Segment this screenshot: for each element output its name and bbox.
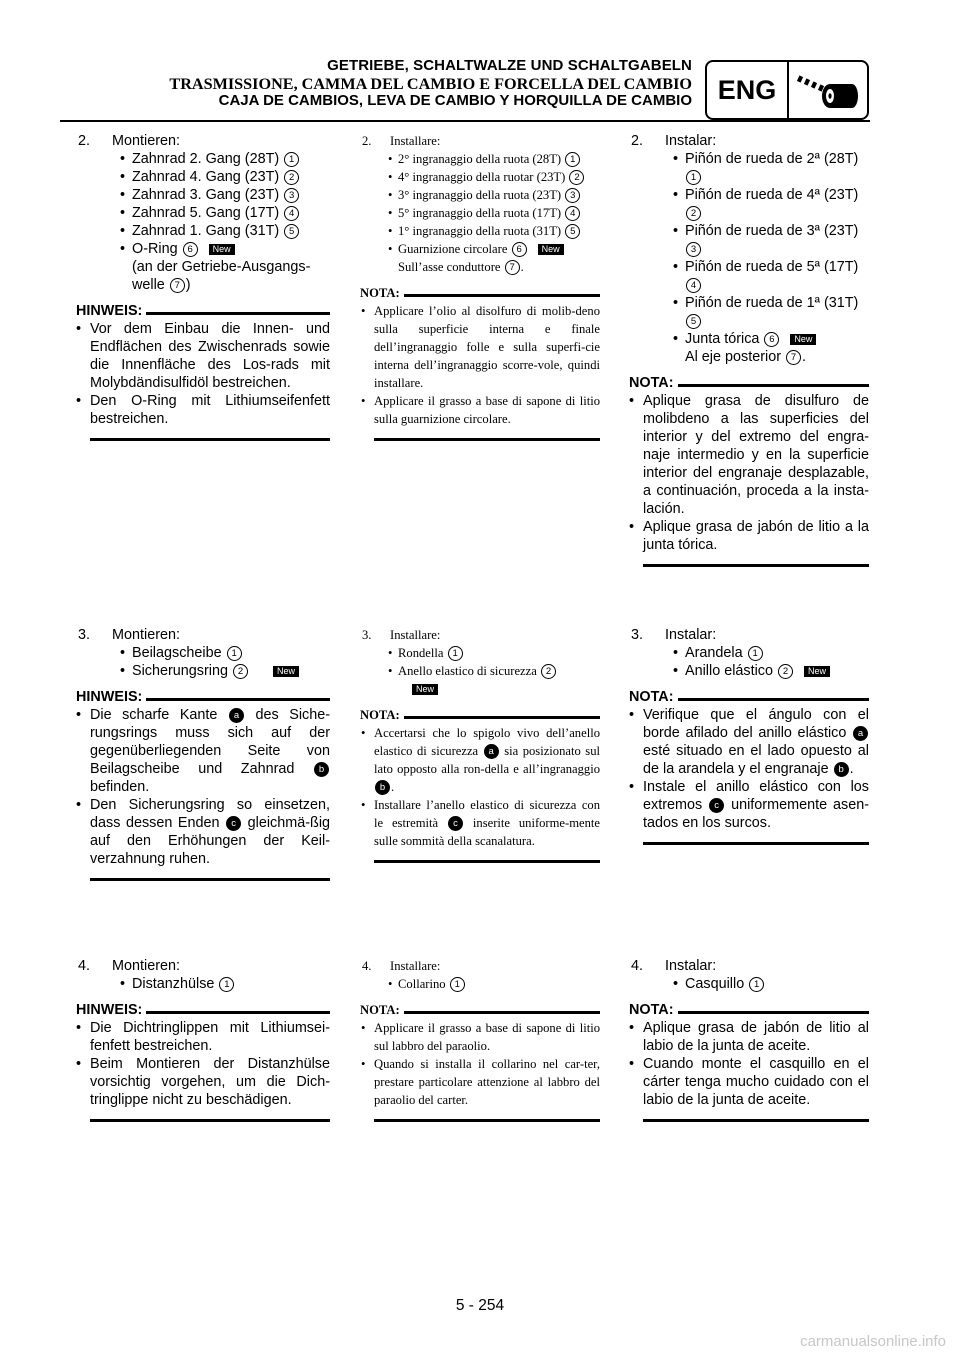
step-number: 2. — [78, 133, 91, 149]
list-item: • Collarino 1 — [360, 975, 600, 993]
new-badge: New — [804, 666, 830, 677]
ref-marker: c — [448, 816, 463, 831]
step-title: Montieren: — [112, 627, 180, 643]
note-heading: HINWEIS: — [76, 1001, 330, 1019]
ref-marker: 3 — [686, 242, 701, 257]
note-item: • Quando si installa il collarino nel car-ter, prestare particolare attenzione al labbro del paraolio del carter. — [360, 1055, 600, 1109]
it-step-3 — [360, 626, 600, 863]
de-step-4 — [76, 957, 330, 1122]
ref-marker: 6 — [512, 242, 527, 257]
it-step-4 — [360, 957, 600, 1122]
step-number: 4. — [78, 958, 91, 974]
list-item: • Piñón de rueda de 3ª (23T) 3 — [629, 222, 869, 258]
list-continuation: (an der Getriebe-Ausgangs- — [132, 259, 311, 275]
ref-marker: 7 — [786, 350, 801, 365]
new-badge: New — [412, 684, 438, 695]
parts-list — [360, 644, 600, 680]
list-item: • Piñón de rueda de 1ª (31T) 5 — [629, 294, 869, 330]
note-list — [629, 392, 869, 554]
note-item: • Instale el anillo elástico con los extremos c uniformemente asen-tados en los surcos. — [629, 778, 869, 832]
note-end-rule — [374, 860, 600, 863]
ref-marker: 5 — [284, 224, 299, 239]
step-title: Installare: — [390, 959, 441, 973]
ref-marker: 7 — [505, 260, 520, 275]
ref-marker: 6 — [764, 332, 779, 347]
de-step-3 — [76, 626, 330, 881]
ref-marker: 3 — [565, 188, 580, 203]
list-item: • Casquillo 1 — [629, 975, 869, 993]
ref-marker: 1 — [448, 646, 463, 661]
ref-marker: 3 — [284, 188, 299, 203]
ref-marker: 6 — [183, 242, 198, 257]
list-item: • Beilagscheibe 1 — [76, 644, 330, 662]
parts-list — [629, 975, 869, 993]
ref-marker: a — [484, 744, 499, 759]
parts-list — [629, 150, 869, 348]
ref-marker: 1 — [219, 977, 234, 992]
ref-marker: c — [709, 798, 724, 813]
step-number: 3. — [631, 627, 644, 643]
note-item: • Den O-Ring mit Lithiumseifenfett bestreichen. — [76, 392, 330, 428]
list-item: • Piñón de rueda de 5ª (17T) 4 — [629, 258, 869, 294]
list-item: • Anillo elástico 2 New — [629, 662, 869, 680]
note-item: • Installare l’anello elastico di sicurezza con le estremità c inserite uniforme-mente sulle sommità della scanalatura. — [360, 796, 600, 850]
list-item: • Rondella 1 — [360, 644, 600, 662]
note-list — [360, 1019, 600, 1109]
header-rule — [60, 120, 870, 122]
step-number: 3. — [362, 628, 372, 642]
ref-marker: 2 — [233, 664, 248, 679]
note-heading: NOTA: — [629, 374, 869, 392]
list-item: • Distanzhülse 1 — [76, 975, 330, 993]
note-item: • Die Dichtringlippen mit Lithiumsei-fenfett bestreichen. — [76, 1019, 330, 1055]
list-item: • Zahnrad 1. Gang (31T) 5 — [76, 222, 330, 240]
step-number: 4. — [631, 958, 644, 974]
list-continuation: Sull’asse conduttore 7 . — [398, 260, 524, 274]
note-heading: NOTA: — [629, 688, 869, 706]
ref-marker: b — [375, 780, 390, 795]
step-title: Instalar: — [665, 958, 717, 974]
note-heading: NOTA: — [629, 1001, 869, 1019]
section-badge-label: ENG — [707, 62, 789, 118]
ref-marker: 5 — [686, 314, 701, 329]
list-item: • 3° ingranaggio della ruota (23T) 3 — [360, 186, 600, 204]
note-end-rule — [374, 438, 600, 441]
ref-marker: c — [226, 816, 241, 831]
note-end-rule — [374, 1119, 600, 1122]
note-list — [360, 724, 600, 850]
list-item: • Zahnrad 4. Gang (23T) 2 — [76, 168, 330, 186]
list-item: • Zahnrad 3. Gang (23T) 3 — [76, 186, 330, 204]
note-end-rule — [90, 878, 330, 881]
note-heading: NOTA: — [360, 706, 600, 724]
step-title: Instalar: — [665, 133, 717, 149]
ref-marker: 4 — [565, 206, 580, 221]
note-item: • Applicare il grasso a base di sapone di litio sul labbro del paraolio. — [360, 1019, 600, 1055]
header-title-de: GETRIEBE, SCHALTWALZE UND SCHALTGABELN — [327, 57, 692, 74]
note-heading: NOTA: — [360, 1001, 600, 1019]
ref-marker: b — [314, 762, 329, 777]
new-badge: New — [790, 334, 816, 345]
note-item: • Cuando monte el casquillo en el cárter tenga mucho cuidado con el labio de la junta de aceite. — [629, 1055, 869, 1109]
new-badge: New — [273, 666, 299, 677]
list-item: • Anello elastico di sicurezza 2 — [360, 662, 600, 680]
ref-marker: 1 — [284, 152, 299, 167]
it-step-2 — [360, 132, 600, 441]
parts-list — [629, 644, 869, 680]
note-item: • Die scharfe Kante a des Siche-rungsrings muss sich auf der gegenüberliegenden Seite von Beilagscheibe und Zahnrad b befinden. — [76, 706, 330, 796]
list-item: • Junta tórica 6 New — [629, 330, 869, 348]
note-list — [76, 706, 330, 868]
ref-marker: 1 — [227, 646, 242, 661]
note-list — [76, 1019, 330, 1109]
note-item: • Verifique que el ángulo con el borde afilado del anillo elástico a esté situado en el lado opuesto al de la arandela y el engranaje b . — [629, 706, 869, 778]
note-end-rule — [643, 564, 869, 567]
note-list — [629, 1019, 869, 1109]
ref-marker: a — [229, 708, 244, 723]
parts-list — [360, 975, 600, 993]
step-number: 2. — [362, 134, 372, 148]
step-number: 4. — [362, 959, 372, 973]
es-step-2 — [629, 132, 869, 567]
parts-list — [76, 644, 330, 680]
ref-marker: 1 — [748, 646, 763, 661]
note-end-rule — [643, 1119, 869, 1122]
ref-marker: 1 — [565, 152, 580, 167]
note-item: • Den Sicherungsring so einsetzen, dass dessen Enden c gleichmä-ßig auf den Erhöhungen der Keil-verzahnung ruhen. — [76, 796, 330, 868]
list-item: • Guarnizione circolare 6 New — [360, 240, 600, 258]
list-item: • Piñón de rueda de 2ª (28T) 1 — [629, 150, 869, 186]
note-item: • Aplique grasa de jabón de litio al labio de la junta de aceite. — [629, 1019, 869, 1055]
list-item: • 1° ingranaggio della ruota (31T) 5 — [360, 222, 600, 240]
header-title-it: TRASMISSIONE, CAMMA DEL CAMBIO E FORCELLA DEL CAMBIO — [169, 74, 692, 93]
page-number: 5 - 254 — [455, 1297, 505, 1314]
ref-marker: 2 — [284, 170, 299, 185]
list-continuation: welle 7 ) — [132, 277, 191, 293]
list-item: • 5° ingranaggio della ruota (17T) 4 — [360, 204, 600, 222]
ref-marker: 7 — [170, 278, 185, 293]
note-item: • Accertarsi che lo spigolo vivo dell’anello elastico di sicurezza a sia posizionato sul lato opposto alla ron-della e all’ingranaggio b . — [360, 724, 600, 796]
note-end-rule — [90, 1119, 330, 1122]
note-item: • Applicare l’olio al disolfuro di molib-deno sulla superficie interna e finale dell’ingranaggio folle e sulla superfi-cie interna dell’ingranaggio scorre-vole, quindi installare. — [360, 302, 600, 392]
ref-marker: 4 — [686, 278, 701, 293]
ref-marker: 1 — [450, 977, 465, 992]
page-header — [169, 58, 692, 110]
list-item: • Piñón de rueda de 4ª (23T) 2 — [629, 186, 869, 222]
parts-list — [76, 150, 330, 258]
note-heading: HINWEIS: — [76, 302, 330, 320]
step-title: Instalar: — [665, 627, 717, 643]
new-badge: New — [538, 244, 564, 255]
list-item: • 2° ingranaggio della ruota (28T) 1 — [360, 150, 600, 168]
new-badge: New — [209, 244, 235, 255]
note-end-rule — [643, 842, 869, 845]
ref-marker: 2 — [541, 664, 556, 679]
ref-marker: 4 — [284, 206, 299, 221]
ref-marker: 1 — [749, 977, 764, 992]
list-item: • 4° ingranaggio della ruotar (23T) 2 — [360, 168, 600, 186]
note-heading: NOTA: — [360, 284, 600, 302]
note-end-rule — [90, 438, 330, 441]
note-item: • Vor dem Einbau die Innen- und Endflächen des Zwischenrads sowie die Innenfläche des Los-rads mit Molybdändisulfidöl bestreichen. — [76, 320, 330, 392]
ref-marker: a — [853, 726, 868, 741]
note-item: • Applicare il grasso a base di sapone di litio sulla guarnizione circolare. — [360, 392, 600, 428]
es-step-4 — [629, 957, 869, 1122]
list-item: • Sicherungsring 2 New — [76, 662, 330, 680]
step-title: Montieren: — [112, 133, 180, 149]
note-list — [76, 320, 330, 428]
step-number: 2. — [631, 133, 644, 149]
list-continuation: Al eje posterior 7 . — [685, 349, 806, 365]
note-item: • Aplique grasa de disulfuro de molibdeno a las superficies del interior y del extremo del engra-naje intermedio y en la superficie interior del engranaje desplazable, a continuación, proceda a la insta-lación. — [629, 392, 869, 518]
ref-marker: b — [834, 762, 849, 777]
note-list — [629, 706, 869, 832]
es-step-3 — [629, 626, 869, 845]
ref-marker: 2 — [778, 664, 793, 679]
section-badge — [705, 60, 869, 120]
ref-marker: 1 — [686, 170, 701, 185]
de-step-2 — [76, 132, 330, 441]
parts-list — [360, 150, 600, 258]
header-title-es: CAJA DE CAMBIOS, LEVA DE CAMBIO Y HORQUILLA DE CAMBIO — [218, 91, 692, 109]
ref-marker: 2 — [686, 206, 701, 221]
list-item: • Arandela 1 — [629, 644, 869, 662]
engine-icon — [789, 62, 867, 118]
list-item: • O-Ring 6 New — [76, 240, 330, 258]
note-item: • Beim Montieren der Distanzhülse vorsichtig vorgehen, um die Dich-tringlippe nicht zu beschädigen. — [76, 1055, 330, 1109]
note-list — [360, 302, 600, 428]
list-item: • Zahnrad 5. Gang (17T) 4 — [76, 204, 330, 222]
parts-list — [76, 975, 330, 993]
list-item: • Zahnrad 2. Gang (28T) 1 — [76, 150, 330, 168]
note-item: • Aplique grasa de jabón de litio a la junta tórica. — [629, 518, 869, 554]
ref-marker: 2 — [569, 170, 584, 185]
step-number: 3. — [78, 627, 91, 643]
watermark: carmanualsonline.info — [800, 1333, 946, 1350]
step-title: Installare: — [390, 134, 441, 148]
step-title: Installare: — [390, 628, 441, 642]
step-title: Montieren: — [112, 958, 180, 974]
note-heading: HINWEIS: — [76, 688, 330, 706]
ref-marker: 5 — [565, 224, 580, 239]
